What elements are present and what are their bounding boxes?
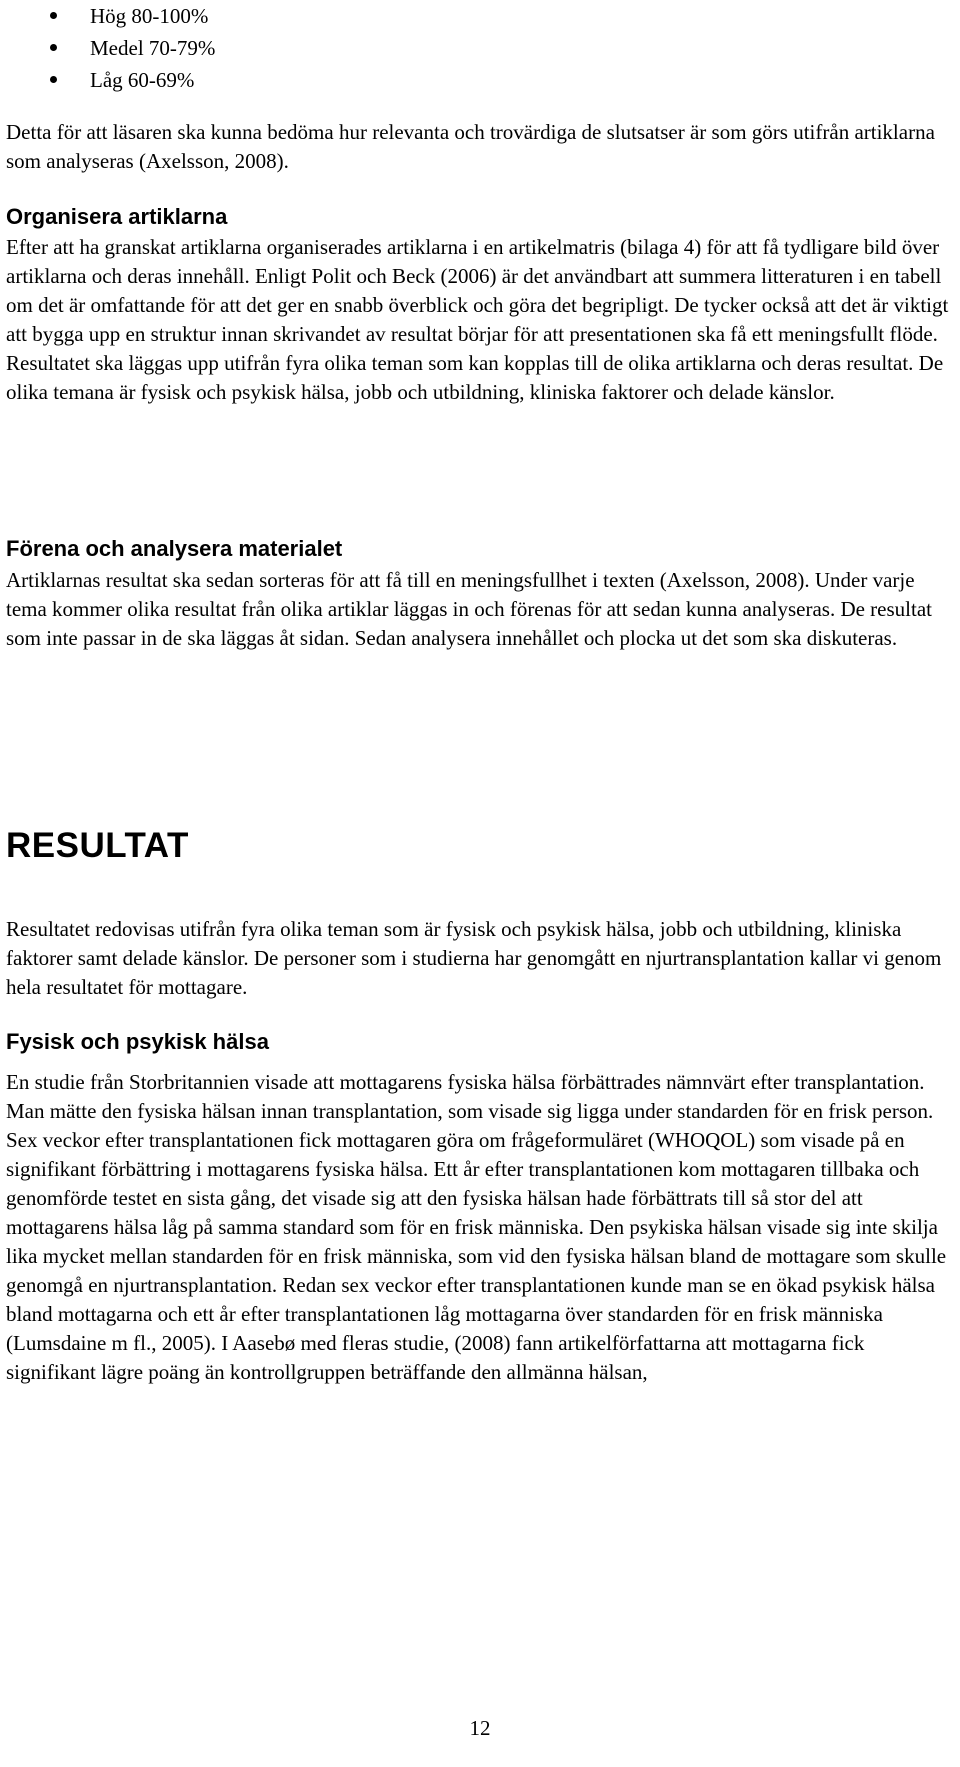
section-body-health: En studie från Storbritannien visade att mottagarens fysiska hälsa förbättrades nämnvärt efter transplantation. Man mätte den fysiska hälsan innan transplantation, som visade sig ligga under standarden för en frisk person. Sex veckor efter transplantationen fick mottagaren göra om frågeformuläret (WHOQOL) som visade på en signifikant förbättring i mottagarens fysiska hälsa. Ett år efter transplantationen kom mottagaren tillbaka och genomförde testet en sista gång, det visade sig att den fysiska hälsan hade förbättrats till så stor del att mottagarens hälsa låg på samma standard som för en frisk människa. Den psykiska hälsan visade sig inte skilja lika mycket mellan standarden för en frisk människa, som vid den fysiska hälsan bland de mottagare som skulle genomgå en njurtransplantation. Redan sex veckor efter transplantationen kunde man se en ökad psykisk hälsa bland mottagarna och ett år efter transplantationen låg mottagarna över standarden för en frisk människa (Lumsdaine m fl., 2005). I Aasebø med fleras studie, (2008) fann artikelförfattarna att mottagarna fick signifikant lägre poäng än kontrollgruppen beträffande den allmänna hälsan, (6, 1070, 947, 1384)
list-item (50, 64, 215, 96)
bullet-icon (50, 44, 57, 51)
bullet-icon (50, 12, 57, 19)
grade-list (50, 0, 215, 96)
section-heading-merge: Förena och analysera materialet (6, 536, 343, 561)
list-item-text: Hög 80-100% (90, 4, 209, 28)
bullet-icon (50, 76, 57, 83)
intro-paragraph: Detta för att läsaren ska kunna bedöma hur relevanta och trovärdiga de slutsatser är som görs utifrån artiklarna som analyseras (Axelsson, 2008). (6, 120, 935, 173)
results-heading: RESULTAT (6, 826, 189, 865)
section-heading-health: Fysisk och psykisk hälsa (6, 1029, 269, 1054)
section-body-organize: Efter att ha granskat artiklarna organiserades artiklarna i en artikelmatris (bilaga 4) för att få tydligare bild över artiklarna och deras innehåll. Enligt Polit och Beck (2006) är det användbart att summera litteraturen i en tabell om det är omfattande för att det ger en snabb överblick och göra det begripligt. De tycker också att det är viktigt att bygga upp en struktur innan skrivandet av resultat börjar för att presentationen ska få ett meningsfullt flöde. Resultatet ska läggas upp utifrån fyra olika teman som kan kopplas till de olika artiklarna och deras resultat. De olika temana är fysisk och psykisk hälsa, jobb och utbildning, kliniska faktorer och delade känslor. (6, 235, 949, 404)
section-heading-organize: Organisera artiklarna (6, 204, 228, 229)
list-item (50, 32, 215, 64)
list-item (50, 0, 215, 32)
list-item-text: Medel 70-79% (90, 36, 216, 60)
section-body-merge: Artiklarnas resultat ska sedan sorteras för att få till en meningsfullhet i texten (Axelsson, 2008). Under varje tema kommer olika resultat från olika artiklar läggas in och förenas för att sedan kunna analyseras. De resultat som inte passar in de ska läggas åt sidan. Sedan analysera innehållet och plocka ut det som ska diskuteras. (6, 568, 932, 650)
page-number: 12 (469, 1716, 491, 1740)
list-item-text: Låg 60-69% (90, 68, 195, 92)
results-body: Resultatet redovisas utifrån fyra olika teman som är fysisk och psykisk hälsa, jobb och utbildning, kliniska faktorer samt delade känslor. De personer som i studierna har genomgått en njurtransplantation kallar vi genom hela resultatet för mottagare. (6, 917, 942, 999)
